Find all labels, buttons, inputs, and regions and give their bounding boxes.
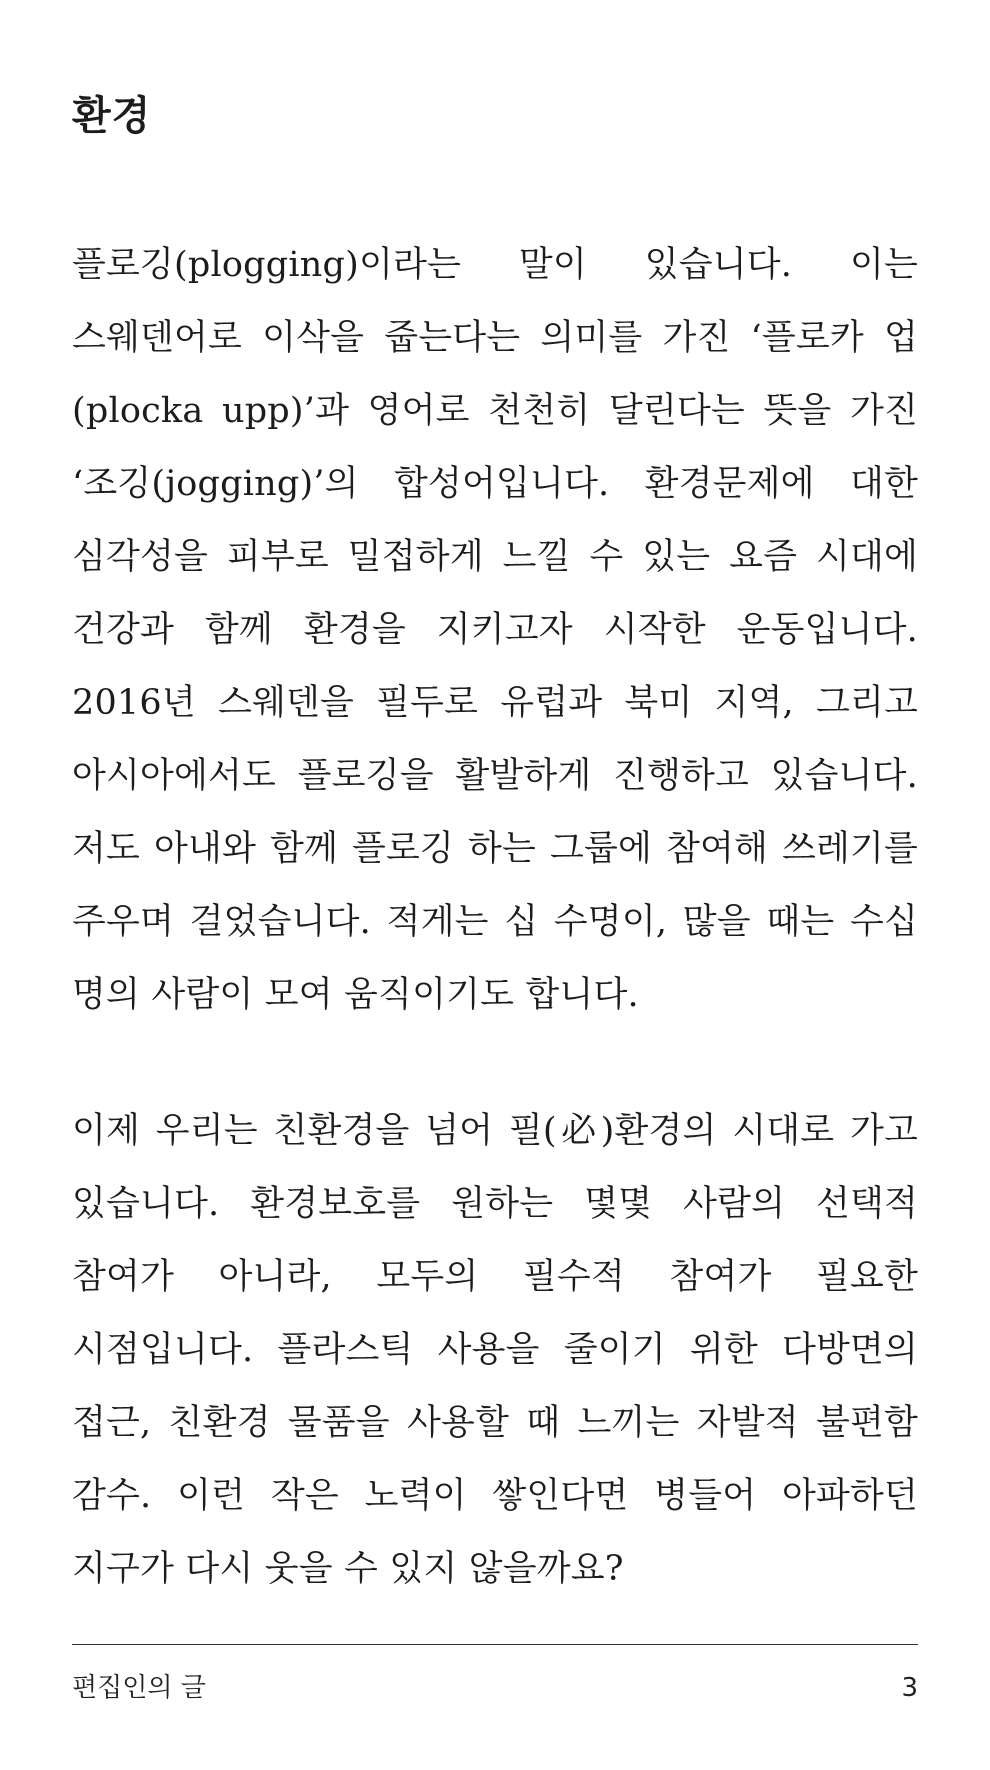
document-page [72, 0, 918, 1770]
page-number: 3 [901, 1673, 918, 1703]
footer-divider [72, 1644, 918, 1645]
section-heading: 환경 [72, 92, 152, 139]
footer-section-label: 편집인의 글 [72, 1673, 206, 1703]
body-paragraph-1: 플로깅(plogging)이라는 말이 있습니다. 이는 스웨덴어로 이삭을 줍는다는 의미를 가진 ‘플로카 업(plocka upp)’과 영어로 천천히 달린다는 뜻을 가진 ‘조깅(jogging)’의 합성어입니다. 환경문제에 대한 심각성을 피부로 밀접하게 느낄 수 있는 요즘 시대에 건강과 함께 환경을 지키고자 시작한 운동입니다. 2016년 스웨덴을 필두로 유럽과 북미 지역, 그리고 아시아에서도 플로깅을 활발하게 진행하고 있습니다. 저도 아내와 함께 플로깅 하는 그룹에 참여해 쓰레기를 주우며 걸었습니다. 적게는 십 수명이, 많을 때는 수십 명의 사람이 모여 움직이기도 합니다. [72, 245, 918, 1015]
body-paragraph-2: 이제 우리는 친환경을 넘어 필(必)환경의 시대로 가고 있습니다. 환경보호를 원하는 몇몇 사람의 선택적 참여가 아니라, 모두의 필수적 참여가 필요한 시점입니다. 플라스틱 사용을 줄이기 위한 다방면의 접근, 친환경 물품을 사용할 때 느끼는 자발적 불편함 감수. 이런 작은 노력이 쌓인다면 병들어 아파하던 지구가 다시 웃을 수 있지 않을까요? [72, 1111, 918, 1589]
